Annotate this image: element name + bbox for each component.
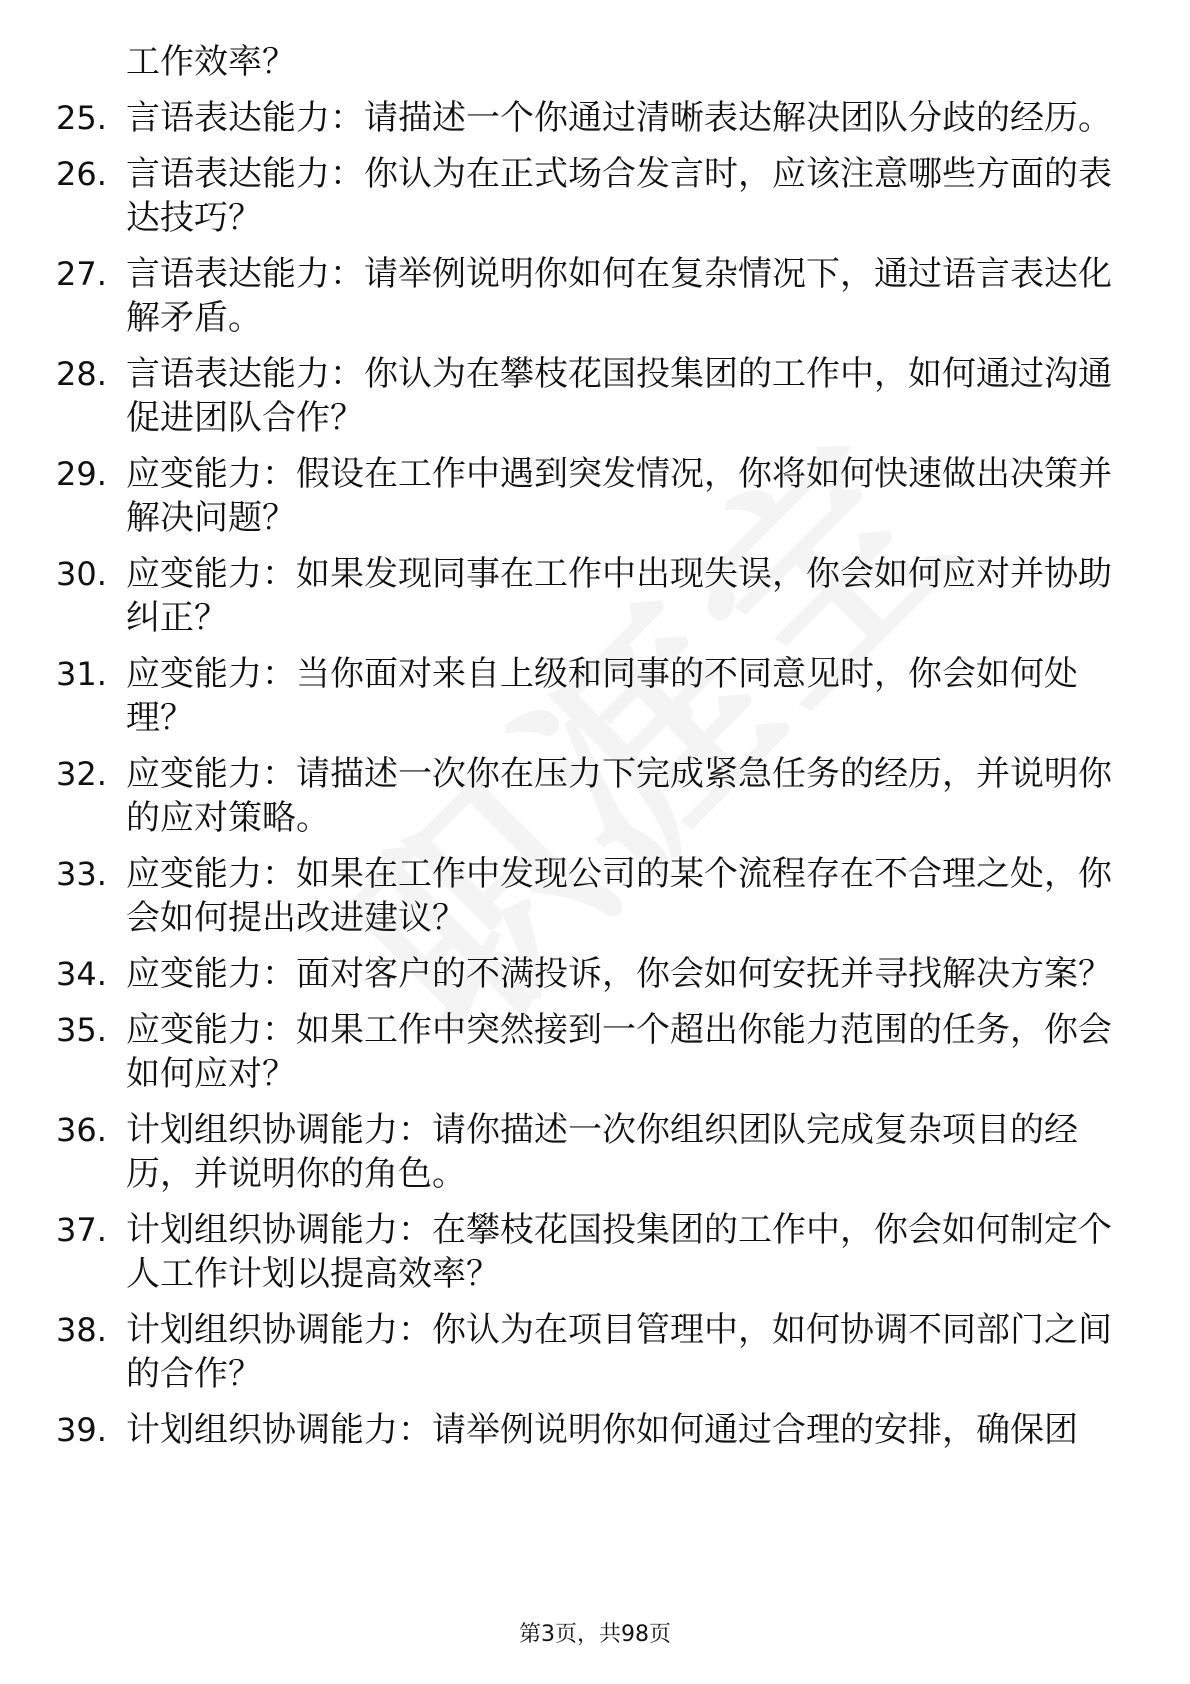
- item-text: 应变能力：如果在工作中发现公司的某个流程存在不合理之处，你会如何提出改进建议？: [126, 854, 1112, 938]
- item-text: 应变能力：请描述一次你在压力下完成紧急任务的经历，并说明你的应对策略。: [126, 754, 1112, 838]
- list-item: [0, 452, 1190, 540]
- item-number: 26.: [56, 155, 107, 193]
- item-text: 计划组织协调能力：请你描述一次你组织团队完成复杂项目的经历，并说明你的角色。: [126, 1110, 1078, 1194]
- continued-question-text: 工作效率？: [126, 42, 296, 82]
- list-item: [0, 252, 1190, 340]
- item-number: 36.: [56, 1111, 107, 1149]
- list-item: [0, 352, 1190, 440]
- item-number: 30.: [56, 555, 107, 593]
- item-number: 37.: [56, 1211, 107, 1249]
- item-number: 27.: [56, 255, 107, 293]
- item-text: 应变能力：面对客户的不满投诉，你会如何安抚并寻找解决方案？: [126, 954, 1112, 994]
- item-text: 言语表达能力：你认为在正式场合发言时，应该注意哪些方面的表达技巧？: [126, 154, 1112, 238]
- item-number: 38.: [56, 1311, 107, 1349]
- list-item: [0, 1408, 1190, 1452]
- item-text: 计划组织协调能力：请举例说明你如何通过合理的安排，确保团: [126, 1410, 1078, 1450]
- page-number-footer: 第3页，共98页: [519, 1622, 671, 1647]
- list-item: [0, 552, 1190, 640]
- document-body: [0, 40, 1190, 1464]
- list-item: [0, 1208, 1190, 1296]
- item-text: 言语表达能力：你认为在攀枝花国投集团的工作中，如何通过沟通促进团队合作？: [126, 354, 1112, 438]
- item-number: 33.: [56, 855, 107, 893]
- list-item: [0, 852, 1190, 940]
- item-text: 言语表达能力：请举例说明你如何在复杂情况下，通过语言表达化解矛盾。: [126, 254, 1112, 338]
- item-text: 应变能力：如果工作中突然接到一个超出你能力范围的任务，你会如何应对？: [126, 1010, 1112, 1094]
- list-item: [0, 652, 1190, 740]
- item-text: 应变能力：假设在工作中遇到突发情况，你将如何快速做出决策并解决问题？: [126, 454, 1112, 538]
- item-text: 计划组织协调能力：你认为在项目管理中，如何协调不同部门之间的合作？: [126, 1310, 1112, 1394]
- list-item: [0, 1008, 1190, 1096]
- list-item: [0, 952, 1190, 996]
- item-number: 39.: [56, 1411, 107, 1449]
- item-number: 28.: [56, 355, 107, 393]
- item-number: 35.: [56, 1011, 107, 1049]
- list-item: [0, 96, 1190, 140]
- item-number: 25.: [56, 99, 107, 137]
- item-number: 34.: [56, 955, 107, 993]
- item-text: 言语表达能力：请描述一个你通过清晰表达解决团队分歧的经历。: [126, 98, 1112, 138]
- item-number: 29.: [56, 455, 107, 493]
- list-item: [0, 1308, 1190, 1396]
- item-number: 31.: [56, 655, 107, 693]
- item-text: 应变能力：如果发现同事在工作中出现失误，你会如何应对并协助纠正？: [126, 554, 1112, 638]
- list-item: [0, 752, 1190, 840]
- question-list: [0, 96, 1190, 1452]
- list-item: [0, 152, 1190, 240]
- item-number: 32.: [56, 755, 107, 793]
- item-text: 计划组织协调能力：在攀枝花国投集团的工作中，你会如何制定个人工作计划以提高效率？: [126, 1210, 1112, 1294]
- list-item: [0, 1108, 1190, 1196]
- item-text: 应变能力：当你面对来自上级和同事的不同意见时，你会如何处理？: [126, 654, 1078, 738]
